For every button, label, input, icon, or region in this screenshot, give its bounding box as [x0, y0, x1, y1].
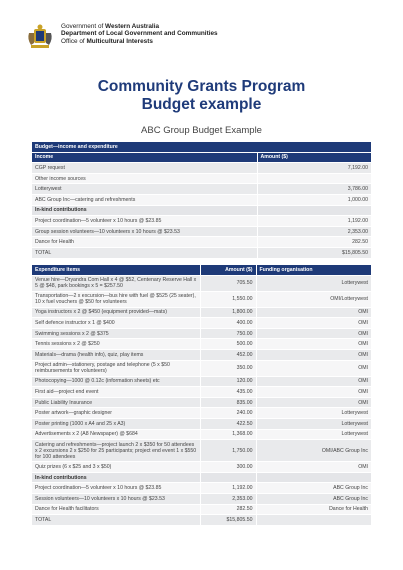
income-row — [32, 184, 371, 195]
expenditure-amount: 2,353.00 — [200, 493, 256, 504]
expenditure-row — [32, 360, 371, 376]
expenditure-item: Transportation—2 x excursion—bus hire with fuel @ $525 (25 seater), 10 x fuel vouchers @ $50 for volunteers — [32, 291, 200, 307]
page-title — [0, 78, 403, 114]
expenditure-item: Poster printing (1000 x A4 and 25 x A3) — [32, 418, 200, 429]
income-table — [32, 142, 371, 259]
income-amount — [257, 173, 371, 184]
expenditure-amount: $15,805.50 — [200, 515, 256, 526]
expenditure-amount: 750.00 — [200, 328, 256, 339]
expenditure-amount: 705.50 — [200, 275, 256, 291]
expenditure-header-row — [32, 265, 371, 275]
expenditure-amount: 1,368.00 — [200, 429, 256, 440]
expenditure-amount: 1,800.00 — [200, 307, 256, 318]
funding-organisation: OMI — [256, 349, 371, 360]
expenditure-item: Advertisements x 2 (A8 Newspaper) @ $684 — [32, 429, 200, 440]
funding-organisation: Lotterywest — [256, 429, 371, 440]
income-section-row — [32, 205, 371, 216]
expenditure-item: Dance for Health facilitators — [32, 504, 200, 515]
expenditure-row — [32, 291, 371, 307]
funding-organisation: OMI — [256, 376, 371, 387]
funding-organisation: Dance for Health — [256, 504, 371, 515]
expenditure-table — [32, 265, 371, 526]
expenditure-item: Materials—drama (health info), quiz, play items — [32, 349, 200, 360]
income-label: Dance for Health — [32, 237, 257, 248]
funding-organisation: Lotterywest — [256, 275, 371, 291]
income-row — [32, 173, 371, 184]
income-row — [32, 247, 371, 258]
income-label: TOTAL — [32, 247, 257, 258]
expenditure-item: First aid—project end event — [32, 387, 200, 398]
funding-organisation: OMI — [256, 387, 371, 398]
income-label: CGP request — [32, 163, 257, 174]
funding-organisation — [256, 515, 371, 526]
expenditure-amount — [200, 472, 256, 483]
expenditure-item: Venue hire—Dryandra Com Hall x 4 @ $52, Centenary Reserve Hall x 5 @ $48, park bookings x 5 = $257.50 — [32, 275, 200, 291]
income-amount: 1,000.00 — [257, 194, 371, 205]
expenditure-item: Swimming sessions x 2 @ $375 — [32, 328, 200, 339]
govt-line2: Department of Local Government and Communities — [61, 30, 218, 38]
funding-organisation: OMI — [256, 318, 371, 329]
expenditure-amount: 400.00 — [200, 318, 256, 329]
government-text — [61, 23, 218, 45]
expenditure-row — [32, 515, 371, 526]
expenditure-amount: 1,550.00 — [200, 291, 256, 307]
funding-organisation: ABC Group Inc — [256, 493, 371, 504]
income-amount: 1,192.00 — [257, 216, 371, 227]
expenditure-item: Project admin—stationery, postage and telephone (5 x $50 reimbursements for volunteers) — [32, 360, 200, 376]
expenditure-amount: 282.50 — [200, 504, 256, 515]
income-label: Project coordination—5 volunteer x 10 hours @ $23.85 — [32, 216, 257, 227]
funding-organisation: OMI — [256, 462, 371, 473]
income-label: ABC Group Inc—catering and refreshments — [32, 194, 257, 205]
expenditure-column-header: Expenditure items — [32, 265, 200, 275]
expenditure-item: Catering and refreshments—project launch 2 x $350 for 50 attendees x 2 excursions 2 x $250 for 25 participants; project end event 1 x $550 for 100 attendees — [32, 440, 200, 462]
expenditure-section-row — [32, 472, 371, 483]
title-line-1: Community Grants Program — [97, 78, 306, 95]
income-amount — [257, 205, 371, 216]
govt-line1-prefix: Government of — [61, 23, 106, 30]
expenditure-amount: 500.00 — [200, 339, 256, 350]
expenditure-amount: 1,192.00 — [200, 483, 256, 494]
page-subtitle: ABC Group Budget Example — [141, 125, 262, 136]
expenditure-item: Yoga instructors x 2 @ $450 (equipment provided—mats) — [32, 307, 200, 318]
expenditure-row — [32, 462, 371, 473]
expenditure-item: Quiz prizes (6 x $25 and 3 x $50) — [32, 462, 200, 473]
expenditure-amount: 835.00 — [200, 397, 256, 408]
expenditure-item: Public Liability Insurance — [32, 397, 200, 408]
expenditure-row — [32, 483, 371, 494]
expenditure-amount: 1,750.00 — [200, 440, 256, 462]
expenditure-row — [32, 408, 371, 419]
income-label: Other income sources — [32, 173, 257, 184]
expenditure-item: Self defence instructor x 1 @ $400 — [32, 318, 200, 329]
income-row — [32, 216, 371, 227]
expenditure-row — [32, 440, 371, 462]
income-amount: 2,353.00 — [257, 226, 371, 237]
income-label: Lotterywest — [32, 184, 257, 195]
funding-organisation: OMI — [256, 307, 371, 318]
expenditure-item: Photocopying—1000 @ 0.12c (information sheets) etc — [32, 376, 200, 387]
expenditure-row — [32, 376, 371, 387]
expenditure-item: Project coordination—5 volunteer x 10 hours @ $23.85 — [32, 483, 200, 494]
income-label: Group session volunteers—10 volunteers x 10 hours @ $23.53 — [32, 226, 257, 237]
expenditure-row — [32, 328, 371, 339]
expenditure-item: Poster artwork—graphic designer — [32, 408, 200, 419]
income-caption-row — [32, 142, 371, 152]
income-row — [32, 226, 371, 237]
expenditure-amount: 120.00 — [200, 376, 256, 387]
expenditure-row — [32, 318, 371, 329]
expenditure-amount: 422.50 — [200, 418, 256, 429]
govt-line3-bold: Multicultural Interests — [86, 37, 153, 45]
expenditure-amount: 300.00 — [200, 462, 256, 473]
expenditure-row — [32, 307, 371, 318]
income-column-header: Income — [32, 152, 257, 163]
expenditure-item: Session volunteers—10 volunteers x 10 hours @ $23.53 — [32, 493, 200, 504]
expenditure-item: In-kind contributions — [32, 472, 200, 483]
coat-of-arms-logo — [25, 23, 55, 51]
funding-organisation: OMI/ABC Group Inc — [256, 440, 371, 462]
funding-organisation: Lotterywest — [256, 408, 371, 419]
funding-organisation: OMI — [256, 339, 371, 350]
funding-organisation: Lotterywest — [256, 418, 371, 429]
expenditure-row — [32, 275, 371, 291]
expenditure-item: Tennis sessions x 2 @ $250 — [32, 339, 200, 350]
income-row — [32, 237, 371, 248]
title-line-2: Budget example — [141, 96, 262, 113]
amount-column-header: Amount ($) — [257, 152, 371, 163]
government-header — [25, 23, 218, 53]
funding-organisation: OMI — [256, 328, 371, 339]
income-amount: 3,786.00 — [257, 184, 371, 195]
funding-organisation — [256, 472, 371, 483]
expenditure-row — [32, 349, 371, 360]
expenditure-row — [32, 397, 371, 408]
expenditure-row — [32, 418, 371, 429]
govt-line1-bold: Western Australia — [105, 23, 160, 30]
expenditure-row — [32, 429, 371, 440]
expenditure-row — [32, 493, 371, 504]
expenditure-row — [32, 504, 371, 515]
income-amount: $15,805.50 — [257, 247, 371, 258]
expenditure-row — [32, 339, 371, 350]
expenditure-item: TOTAL — [32, 515, 200, 526]
income-label: In-kind contributions — [32, 205, 257, 216]
income-amount: 7,192.00 — [257, 163, 371, 174]
funding-column-header: Funding organisation — [256, 265, 371, 275]
income-amount: 282.50 — [257, 237, 371, 248]
expenditure-amount: 240.00 — [200, 408, 256, 419]
funding-organisation: ABC Group Inc — [256, 483, 371, 494]
income-row — [32, 163, 371, 174]
expenditure-amount: 435.00 — [200, 387, 256, 398]
income-header-row — [32, 152, 371, 163]
expenditure-amount: 350.00 — [200, 360, 256, 376]
funding-organisation: OMI/Lotterywest — [256, 291, 371, 307]
expenditure-amount: 452.00 — [200, 349, 256, 360]
funding-organisation: OMI — [256, 397, 371, 408]
govt-line3-prefix: Office of — [61, 37, 87, 45]
income-row — [32, 194, 371, 205]
funding-organisation: OMI — [256, 360, 371, 376]
expenditure-row — [32, 387, 371, 398]
expenditure-amount-header: Amount ($) — [200, 265, 256, 275]
income-table-caption: Budget—income and expenditure — [32, 142, 371, 152]
